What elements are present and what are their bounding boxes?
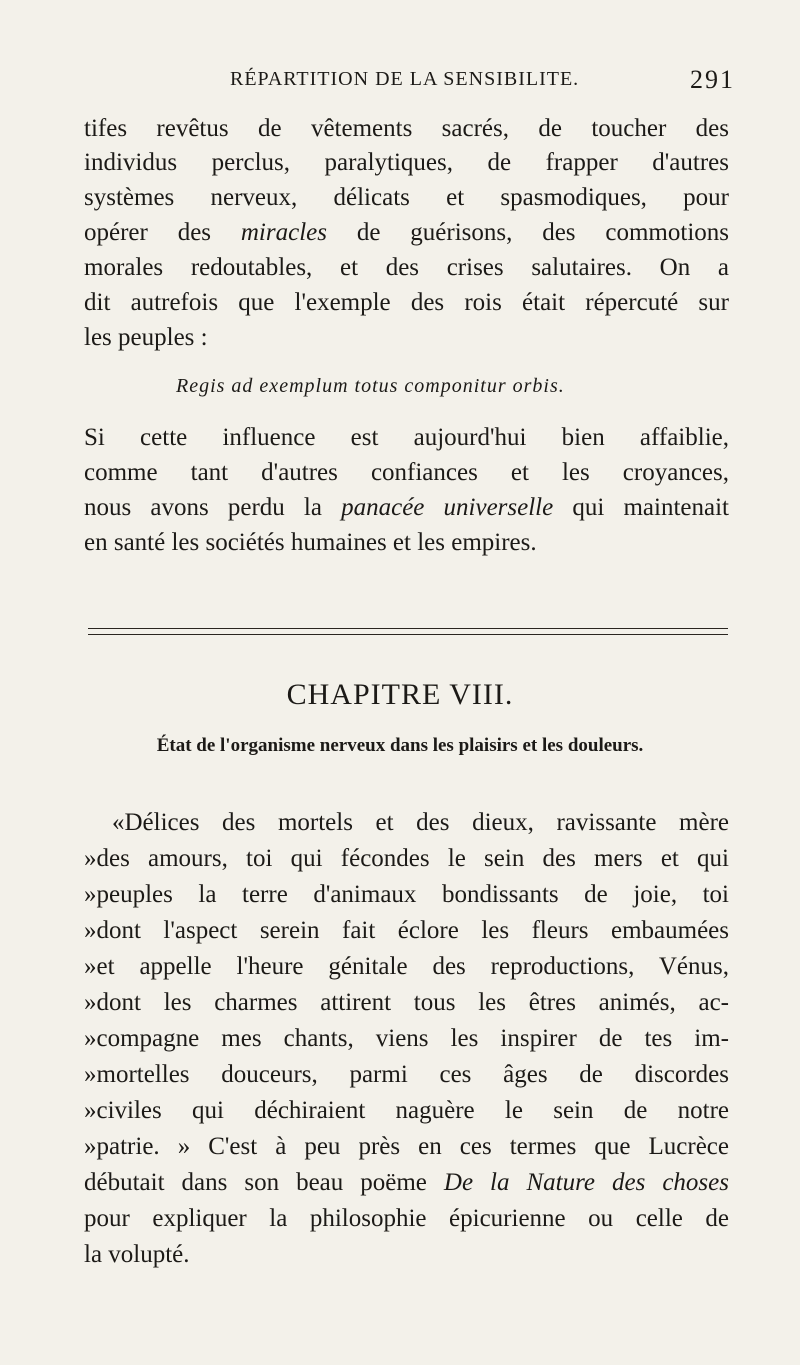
quote-line: »mortelles douceurs, parmi ces âges de discordes (84, 1061, 729, 1088)
section-rule (88, 634, 728, 635)
quote-mark: » (84, 917, 97, 944)
section-rule (88, 628, 728, 629)
text-line: morales redoutables, et des crises salutaires. On a (84, 254, 729, 281)
text-line: comme tant d'autres confiances et les croyances, (84, 459, 729, 486)
text-line: Si cette influence est aujourd'hui bien affaiblie, (84, 424, 729, 451)
text-line: débutait dans son beau poëme De la Nature des choses (84, 1169, 729, 1196)
chapter-title: CHAPITRE VIII. (286, 678, 514, 711)
quote-line: »dont l'aspect serein fait éclore les fleurs embaumées (84, 917, 729, 944)
quote-line: »dont les charmes attirent tous les êtres animés, ac- (84, 989, 729, 1016)
text-line: nous avons perdu la panacée universelle qui maintenait (84, 494, 729, 521)
italic-phrase: miracles (240, 219, 327, 246)
italic-title: De la Nature des choses (443, 1169, 729, 1196)
italic-phrase: panacée universelle (341, 494, 554, 521)
quote-mark: » (84, 989, 97, 1016)
text-line: les peuples : (84, 324, 208, 351)
text-line: opérer des miracles de guérisons, des commotions (84, 219, 729, 246)
page-number: 291 (690, 65, 735, 94)
quote-mark: » (84, 1025, 97, 1052)
quote-line: »compagne mes chants, viens les inspirer de tes im- (84, 1025, 729, 1052)
running-header (230, 65, 735, 98)
quote-line: »civiles qui déchiraient naguère le sein de notre (84, 1097, 729, 1124)
quote-mark: « (112, 809, 125, 836)
text-line: dit autrefois que l'exemple des rois était répercuté sur (84, 289, 729, 316)
text-line: en santé les sociétés humaines et les empires. (84, 529, 537, 556)
text-line: pour expliquer la philosophie épicurienne ou celle de (84, 1205, 729, 1232)
quote-line: »et appelle l'heure génitale des reproductions, Vénus, (84, 953, 729, 980)
quote-line: »peuples la terre d'animaux bondissants de joie, toi (84, 881, 729, 908)
quote-mark: » (84, 1097, 97, 1124)
text-line: individus perclus, paralytiques, de frapper d'autres (84, 149, 729, 176)
quote-line: »patrie. » C'est à peu près en ces termes que Lucrèce (84, 1133, 729, 1160)
text-line: tifes revêtus de vêtements sacrés, de toucher des (84, 115, 729, 142)
chapter-subtitle: État de l'organisme nerveux dans les plaisirs et les douleurs. (156, 735, 644, 756)
quote-mark: » (84, 953, 97, 980)
text-line: la volupté. (84, 1241, 190, 1268)
running-title: RÉPARTITION DE LA SENSIBILITE. (230, 68, 580, 90)
quote-line: «Délices des mortels et des dieux, ravissante mère (112, 809, 729, 836)
quote-mark: » (84, 845, 97, 872)
quote-line: »des amours, toi qui fécondes le sein des mers et qui (84, 845, 729, 872)
text-line: systèmes nerveux, délicats et spasmodiques, pour (84, 184, 729, 211)
quote-mark: » (84, 1061, 97, 1088)
latin-motto: Regis ad exemplum totus componitur orbis. (176, 375, 565, 397)
quote-mark: » (84, 1133, 97, 1160)
quote-mark: » (84, 881, 97, 908)
